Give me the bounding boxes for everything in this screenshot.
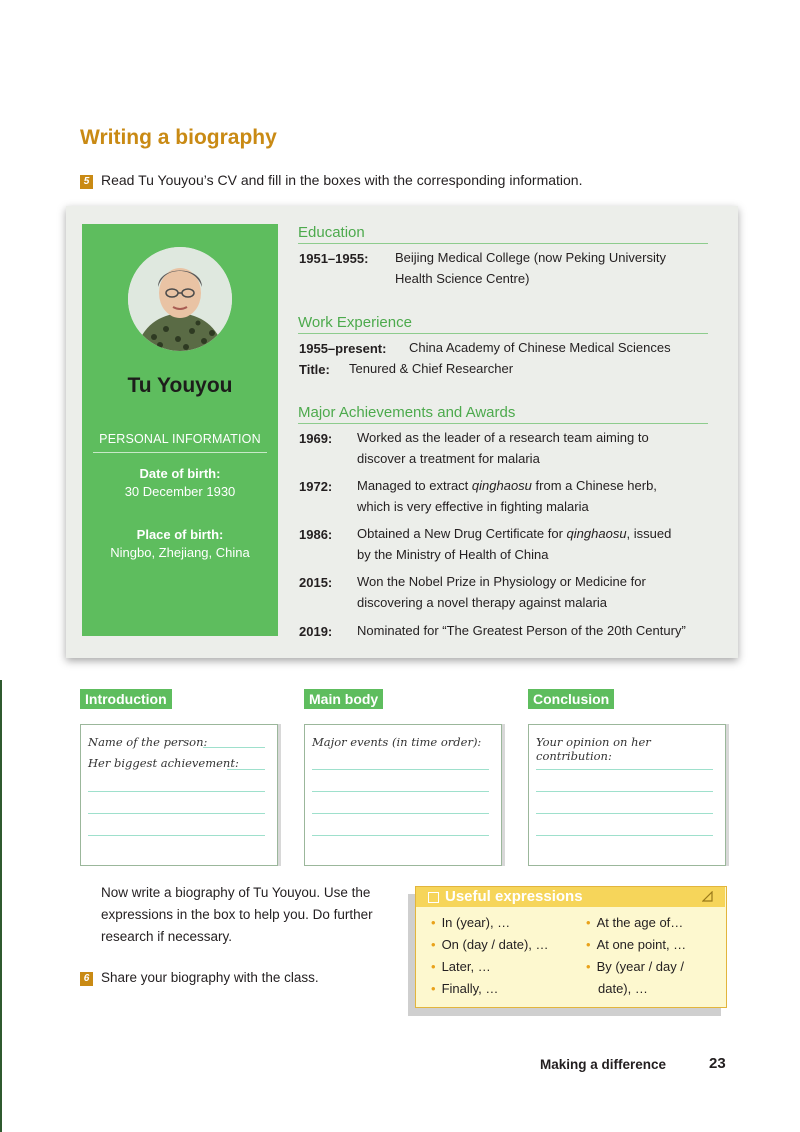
page-number: 23 [709, 1055, 726, 1072]
expression-item: • On (day / date), … [431, 937, 549, 952]
expression-item: • Later, … [431, 959, 491, 974]
work-years: 1955–present: [299, 341, 387, 356]
education-detail: Beijing Medical College (now Peking University Health Science Centre) [395, 250, 666, 286]
section-title: Writing a biography [80, 126, 277, 149]
intro-prompt-name: Name of the person: [88, 735, 208, 749]
introduction-label: Introduction [80, 689, 172, 709]
work-place: China Academy of Chinese Medical Sciences [409, 340, 671, 355]
achievement-year: 2019: [299, 624, 333, 639]
expression-item: • In (year), … [431, 915, 511, 930]
portrait-icon [128, 247, 232, 351]
work-title-label: Title: [299, 362, 330, 377]
writing-instruction: Now write a biography of Tu Youyou. Use the expressions in the box to help you. Do further research if necessary. [101, 885, 373, 944]
achievement-year: 1972: [299, 479, 333, 494]
body-prompt: Major events (in time order): [312, 735, 482, 749]
expression-item: • At the age of… [586, 915, 684, 930]
dob-label: Date of birth: [139, 466, 221, 481]
expression-item: date), … [598, 981, 648, 996]
achievement-year: 2015: [299, 575, 333, 590]
dob-value: 30 December 1930 [124, 484, 236, 499]
achievement-text: Managed to extract qinghaosu from a Chinese herb, which is very effective in fighting malaria [357, 478, 657, 514]
footer-unit-title: Making a difference [540, 1057, 667, 1072]
expression-item: • Finally, … [431, 981, 499, 996]
achievement-year: 1986: [299, 527, 333, 542]
intro-prompt-achievement: Her biggest achievement: [88, 756, 239, 770]
page-edge [0, 680, 2, 1132]
introduction-box[interactable] [80, 724, 278, 866]
education-years: 1951–1955: [299, 251, 369, 266]
main-body-box[interactable] [304, 724, 502, 866]
conclusion-prompt: Your opinion on her contribution: [536, 735, 651, 763]
achievement-text: Nominated for “The Greatest Person of the 20th Century” [357, 623, 686, 638]
pob-label: Place of birth: [136, 527, 224, 542]
work-heading: Work Experience [298, 314, 708, 334]
task-number-badge: 6 [80, 972, 93, 986]
useful-expressions-title: Useful expressions [445, 888, 583, 905]
task-number-badge: 5 [80, 175, 93, 189]
achievement-text: Obtained a New Drug Certificate for qinghaosu, issued by the Ministry of Health of China [357, 526, 672, 562]
personal-info-heading: PERSONAL INFORMATION [93, 432, 267, 453]
expression-item: • At one point, … [586, 937, 687, 952]
achievement-text: Worked as the leader of a research team aiming to discover a treatment for malaria [357, 430, 649, 466]
work-title: Tenured & Chief Researcher [349, 361, 514, 376]
pob-value: Ningbo, Zhejiang, China [110, 545, 250, 560]
person-name: Tu Youyou [127, 374, 233, 397]
education-heading: Education [298, 224, 708, 244]
task-6-text: Share your biography with the class. [101, 970, 319, 985]
achievements-heading: Major Achievements and Awards [298, 404, 708, 424]
task-6-instruction [80, 970, 319, 986]
corner-triangle-icon [702, 891, 713, 902]
main-body-label: Main body [304, 689, 383, 709]
task-5-instruction [80, 172, 582, 189]
conclusion-label: Conclusion [528, 689, 614, 709]
achievement-text: Won the Nobel Prize in Physiology or Medicine for discovering a novel therapy against malaria [357, 574, 646, 610]
checkbox-icon [428, 892, 439, 903]
task-5-text: Read Tu Youyou’s CV and fill in the boxes with the corresponding information. [101, 172, 583, 188]
conclusion-box[interactable] [528, 724, 726, 866]
achievement-year: 1969: [299, 431, 333, 446]
avatar [128, 247, 232, 351]
expression-item: • By (year / day / [586, 959, 684, 974]
